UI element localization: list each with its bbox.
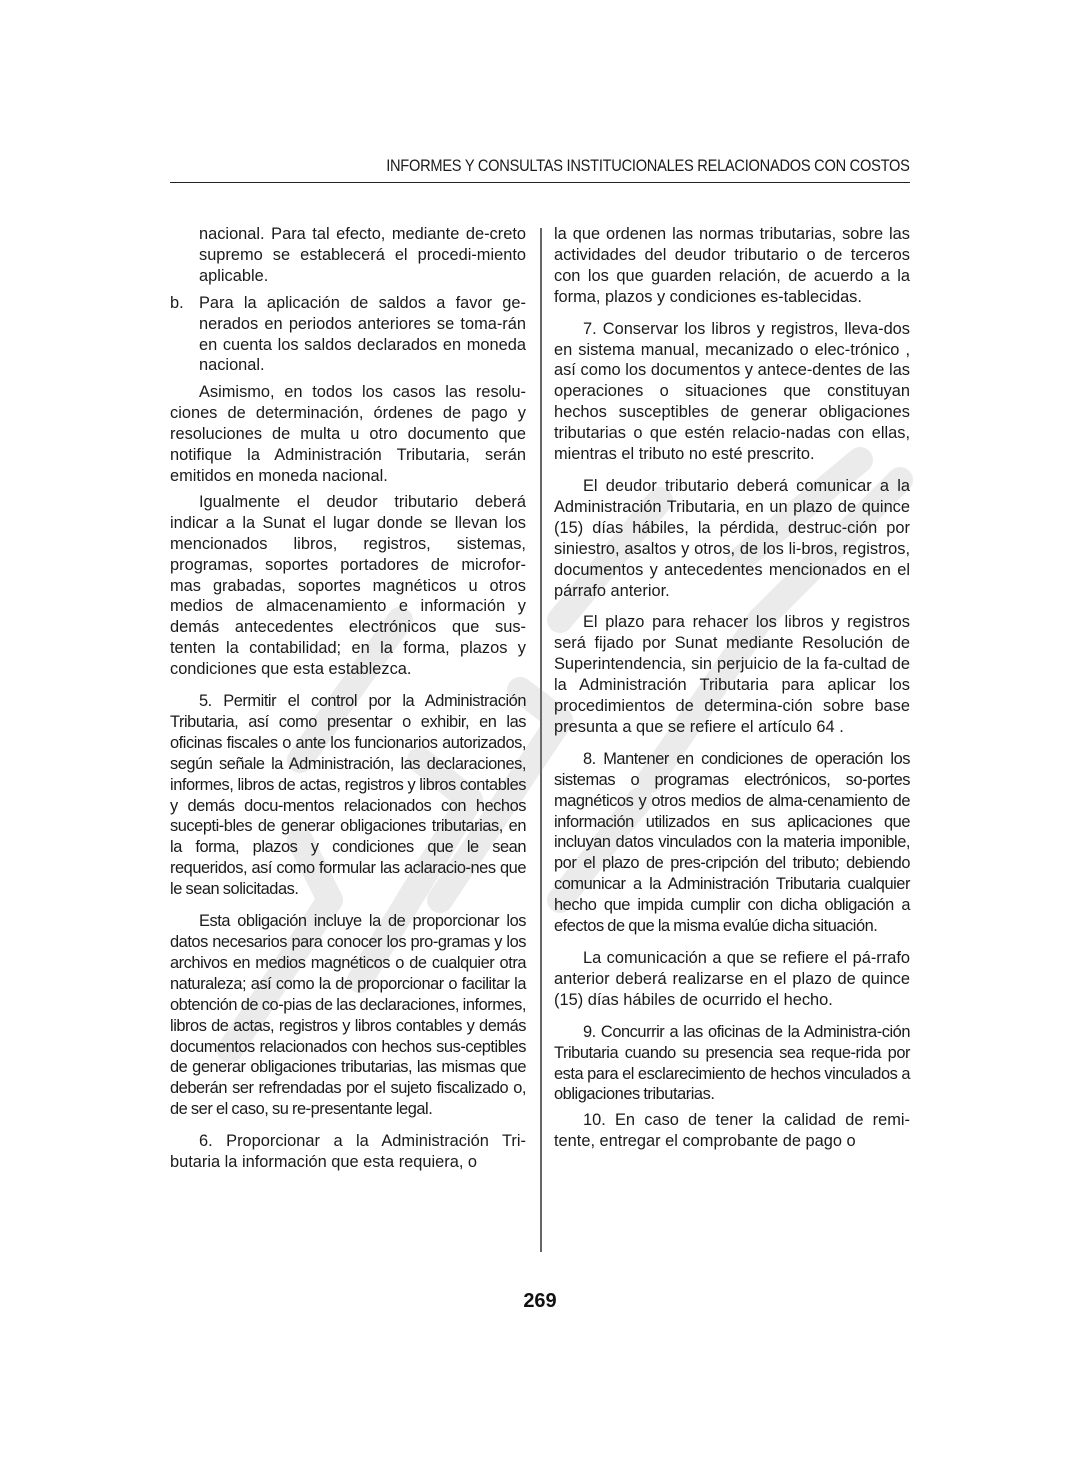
list-item-b: [170, 293, 526, 377]
paragraph-plazo-rehacer: El plazo para rehacer los libros y registros será fijado por Sunat mediante Resolución de Superintendencia, sin perjuicio de la fa-cultad de la Administración Tributaria para aplicar los procedimientos de determina-ción sobre base presunta a que se refiere el artículo 64 .: [554, 613, 910, 736]
header-title: INFORMES Y CONSULTAS INSTITUCIONALES RELACIONADOS CON COSTOS: [386, 156, 910, 175]
paragraph-comunicacion: La comunicación a que se refiere el pá-rrafo anterior deberá realizarse en el plazo de quince (15) días hábiles de ocurrido el hecho.: [554, 949, 910, 1009]
paragraph-deudor-lugar: Igualmente el deudor tributario deberá indicar a la Sunat el lugar donde se llevan los mencionados libros, registros, sistemas, programas, soportes portadores de microfor-mas grabadas, soportes magnéticos u otros medios de almacenamiento e información y demás antecedentes electrónicos que sus-tenten la contabilidad; en la forma, plazos y condiciones que esta establezca.: [170, 492, 526, 679]
paragraph-comunicar-perdida: El deudor tributario deberá comunicar a la Administración Tributaria, en un plazo de quince (15) días hábiles, la pérdida, destruc-ción por siniestro, asaltos y otros, de los li-bros, registros, documentos y antecedentes mencionados en el párrafo anterior.: [554, 476, 910, 600]
paragraph-item-5: 5. Permitir el control por la Administración Tributaria, así como presentar o exhibir, en las oficinas fiscales o ante los funcionarios autorizados, según señale la Administración, las declaraciones, informes, libros de actas, registros y libros contables y demás docu-mentos relacionados con hechos sucepti-bles de generar obligaciones tributarias, en la forma, plazos y condiciones que le sean requeridos, así como formular las aclaracio-nes que le sean solicitadas.: [170, 692, 526, 899]
column-divider: [540, 228, 542, 1252]
paragraph-item-8: 8. Mantener en condiciones de operación los sistemas o programas electrónicos, so-portes magnéticos y otros medios de alma-cenamiento de información utilizados en sus aplicaciones que incluyan datos vinculados con la materia imponible, por el plazo de pres-cripción del tributo; debiendo comunicar a la Administración Tributaria cualquier hecho que impida cumplir con dicha obligación a efectos de que la misma evalúe dicha situación.: [554, 749, 910, 936]
paragraph-item-6: 6. Proporcionar a la Administración Tri-butaria la información que esta requiera, o: [170, 1132, 526, 1172]
list-item-text: Para la aplicación de saldos a favor ge-nerados en periodos anteriores se toma-rán en cuenta los saldos declarados en moneda nacional.: [199, 293, 526, 375]
paragraph-item-10: 10. En caso de tener la calidad de remi-tente, entregar el comprobante de pago o: [554, 1111, 910, 1151]
paragraph-resoluciones: Asimismo, en todos los casos las resolu-ciones de determinación, órdenes de pago y resoluciones de multa u otro documento que notifique la Administración Tributaria, serán emitidos en moneda nacional.: [170, 383, 526, 485]
page-number: 269: [523, 1290, 557, 1312]
running-header: [170, 154, 910, 183]
list-marker: b.: [170, 293, 184, 312]
paragraph-item-7: 7. Conservar los libros y registros, lleva-dos en sistema manual, mecanizado o elec-trónico , así como los documentos y antece-dentes de las operaciones o situaciones que constituyan hechos susceptibles de generar obligaciones tributarias o que estén relacio-nadas con ellas, mientras el tributo no esté prescrito.: [554, 319, 910, 464]
paragraph-obligacion: Esta obligación incluye la de proporcionar los datos necesarios para conocer los pro-gramas y los archivos en medios magnéticos o de cualquier otra naturaleza; así como la de proporcionar o facilitar la obtención de co-pias de las declaraciones, informes, libros de actas, registros y libros contables y demás documentos relacionados con hechos sus-ceptibles de generar obligaciones tributarias, las mismas que deberán ser refrendadas por el sujeto fiscalizado o, de ser el caso, su re-presentante legal.: [170, 912, 526, 1119]
continuation-paragraph: la que ordenen las normas tributarias, sobre las actividades del deudor tributario o de terceros con los que guarden relación, de acuerdo a la forma, plazos y condiciones es-tablecidas.: [554, 225, 910, 306]
right-column: [554, 224, 910, 1163]
paragraph-item-9: 9. Concurrir a las oficinas de la Administra-ción Tributaria cuando su presencia sea reque-rida por esta para el esclarecimiento de hechos vinculados a obligaciones tributarias.: [554, 1022, 910, 1104]
left-column: [170, 224, 526, 1184]
continuation-paragraph: nacional. Para tal efecto, mediante de-creto supremo se establecerá el procedi-miento aplicable.: [199, 225, 526, 285]
